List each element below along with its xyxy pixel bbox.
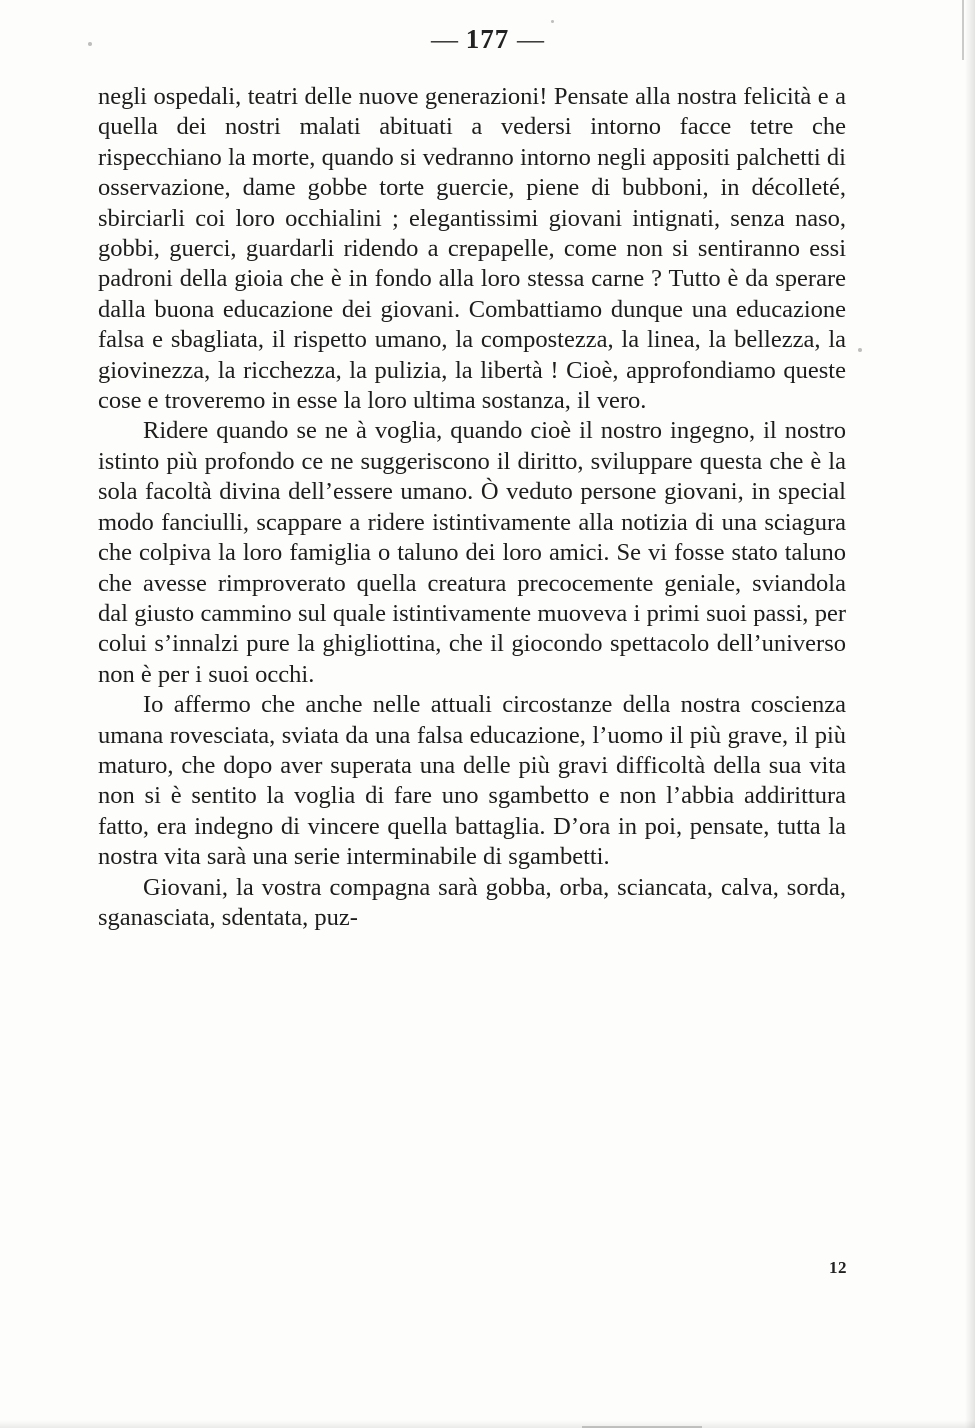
scan-speck — [88, 42, 92, 46]
scan-speck — [551, 20, 554, 23]
paragraph-4: Giovani, la vostra compagna sarà gobba, orba, sciancata, calva, sorda, sganasciata, sdentata, puz- — [98, 873, 846, 931]
folio-dash-right: — — [517, 24, 544, 54]
folio-dash-left: — — [431, 24, 458, 54]
paragraph-1: negli ospedali, teatri delle nuove generazioni! Pensate alla nostra felicità e a quella dei nostri malati abituati a vedersi intorno facce tetre che rispecchiano la morte, quando si vedranno intorno negli appositi palchetti di osservazione, dame gobbe torte guercie, piene di bubboni, in décolleté, sbirciarli coi loro occhialini ; elegantissimi giovani intignati, senza naso, gobbi, guerci, guardarli ridendo a crepapelle, come non si sentiranno essi padroni della gioia che è in fondo alla loro stessa carne ? Tutto è da sperare dalla buona educazione dei giovani. Combattiamo dunque una educazione falsa e sbagliata, il rispetto umano, la compostezza, la linea, la bellezza, la giovinezza, la ricchezza, la pulizia, la libertà ! Cioè, approfondiamo queste cose e troveremo in esse la loro ultima sostanza, il vero. — [98, 83, 846, 415]
page-folio — [0, 24, 975, 55]
page-body-text — [98, 82, 846, 933]
signature-mark: 12 — [829, 1258, 847, 1277]
scan-edge-tick — [962, 0, 964, 60]
scan-speck — [858, 348, 862, 352]
folio-number: 177 — [465, 24, 510, 54]
paragraph-3: Io affermo che anche nelle attuali circostanze della nostra coscienza umana rovesciata, sviata da una falsa educazione, l’uomo il più grave, il più maturo, che dopo aver superata una delle più gravi difficoltà della sua vita non si è sentito la voglia di fare uno sgambetto e non l’abbia addirittura fatto, era indegno di vincere quella battaglia. D’ora in poi, pensate, tutta la nostra vita sarà una serie interminabile di sgambetti. — [98, 691, 846, 871]
scan-edge-shadow-right — [965, 0, 975, 1428]
scan-edge-shadow-bottom — [0, 1420, 975, 1428]
paragraph-2: Ridere quando se ne à voglia, quando cioè il nostro ingegno, il nostro istinto più profondo ce ne suggeriscono il diritto, sviluppare questa che è la sola facoltà divina dell’essere umano. Ò veduto persone giovani, in special modo fanciulli, scappare a ridere istintivamente alla notizia di una sciagura che colpiva la loro famiglia o taluno dei loro amici. Se vi fosse stato taluno che avesse rimproverato quella creatura precocemente geniale, sviandola dal giusto cammino sul quale istintivamente muoveva i primi suoi passi, per colui s’innalzi pure la ghigliottina, che il giocondo spettacolo dell’universo non è per i suoi occhi. — [98, 417, 846, 688]
